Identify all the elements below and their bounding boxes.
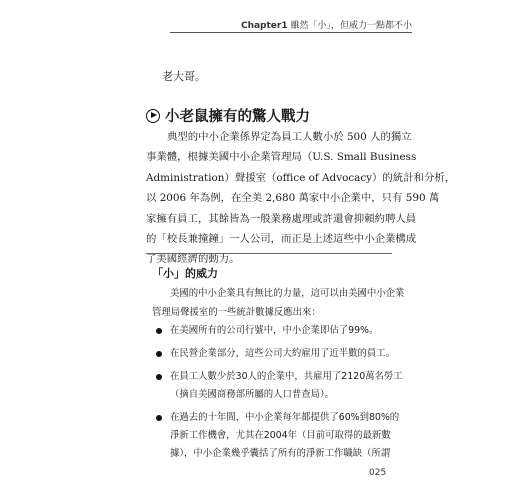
bullet-icon (156, 328, 162, 334)
paragraph-line: 典型的中小企業係界定為員工人數小於 500 人的獨立 (167, 131, 412, 143)
bullet-line: （摘自美國商務部所屬的人口普查局）。 (170, 389, 335, 400)
box-divider (146, 253, 392, 254)
section-title: 小老鼠擁有的驚人戰力 (165, 109, 310, 125)
section-paragraph (146, 127, 456, 270)
box-intro-line: 美國的中小企業具有無比的力量，這可以由美國中小企業 (170, 288, 405, 299)
bullet-line: 淨新工作機會，尤其在2004年（目前可取得的最新數 (170, 430, 391, 441)
list-item (156, 345, 396, 363)
header-rule (170, 32, 412, 33)
list-item (156, 322, 396, 340)
paragraph-line: 了美國經濟的動力。 (146, 253, 240, 266)
bullet-line: 在員工人數少於30人的企業中，共雇用了2120萬名勞工 (170, 371, 403, 382)
bullet-icon (156, 415, 162, 421)
box-intro (152, 285, 405, 322)
chapter-title: 雖然「小」，但威力一點都不小 (290, 21, 412, 31)
box-intro-line: 管理局聲援室的一些統計數據反應出來： (152, 306, 321, 318)
bullet-line: 在美國所有的公司行號中，中小企業即佔了99%。 (170, 325, 379, 336)
paragraph-line: 事業體，根據美國中小企業管理局（U.S. Small Business (146, 151, 417, 164)
play-icon (146, 109, 160, 123)
list-item (156, 368, 403, 404)
header-text (237, 18, 412, 31)
running-header (0, 0, 520, 42)
list-item (156, 409, 400, 463)
paragraph-line: Administration）聲援室（office of Advocacy）的統計和分析， (146, 171, 456, 184)
bullet-line: 在過去的十年間，中小企業每年都提供了60%到80%的 (170, 412, 400, 423)
bullet-line: 在民營企業部分，這些公司大約雇用了近半數的員工。 (170, 348, 396, 359)
lead-line: 老大哥。 (162, 70, 206, 83)
page-number: 025 (369, 468, 387, 478)
bullet-list (156, 322, 403, 468)
bullet-icon (156, 351, 162, 357)
bullet-icon (156, 374, 162, 380)
section-heading (146, 105, 310, 126)
bullet-line: 據），中小企業幾乎囊括了所有的淨新工作職缺（所謂 (170, 448, 391, 459)
paragraph-line: 家擁有員工，其餘皆為一般業務處理或許還會抑頼約聘人員 (146, 212, 417, 225)
chapter-label: Chapter1 (240, 21, 288, 31)
paragraph-line: 的「校長兼撞鐘」一人公司，而正是上述這些中小企業構成 (146, 233, 417, 246)
box-title: 「小」的威力 (152, 267, 218, 280)
paragraph-line: 以 2006 年為例，在全美 2,680 萬家中小企業中，只有 590 萬 (146, 192, 440, 205)
